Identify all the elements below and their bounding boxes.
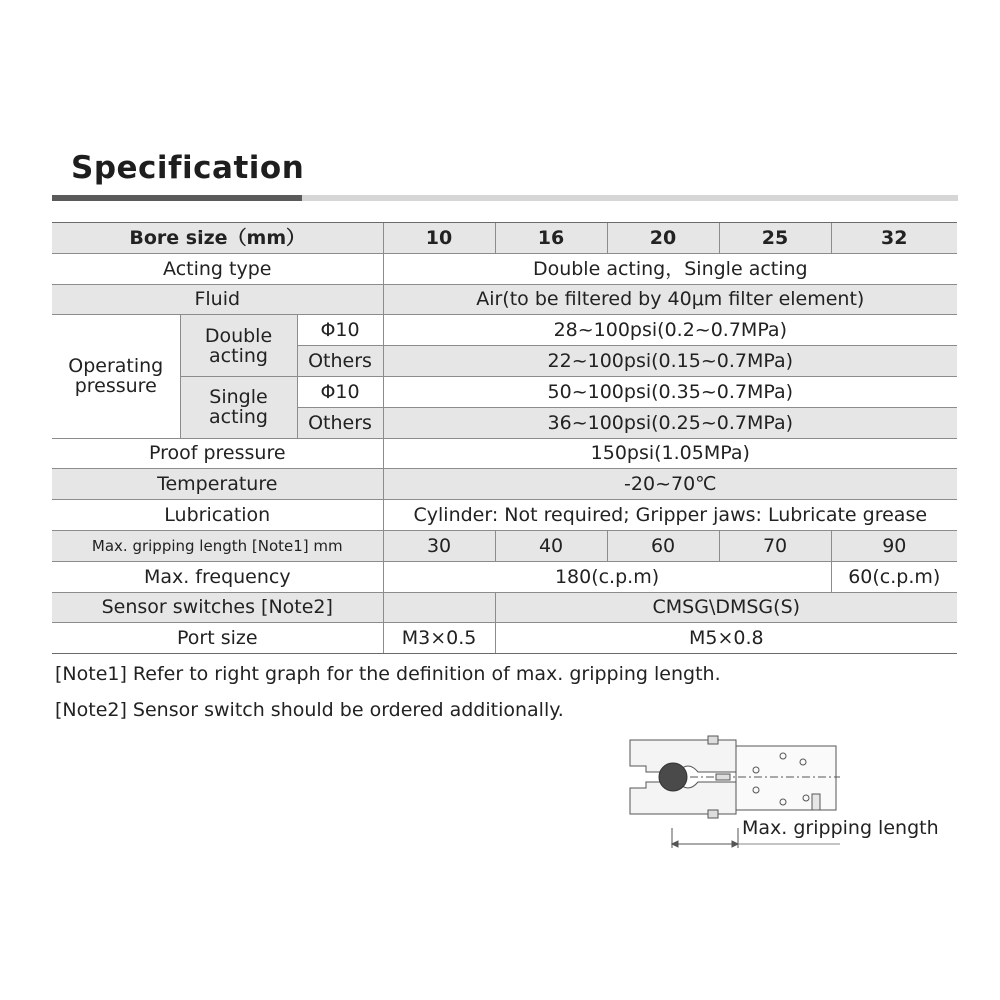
double-others-label: Others — [297, 346, 383, 377]
single-acting-line1: Single — [209, 386, 268, 409]
single-acting-label — [180, 376, 297, 438]
lubrication-label: Lubrication — [52, 500, 383, 531]
max-gripping-length-row — [52, 530, 957, 561]
bore-10: 10 — [383, 223, 495, 254]
lubrication-value: Cylinder: Not required; Gripper jaws: Lubricate grease — [383, 500, 957, 531]
bore-size-label: Bore size（mm） — [52, 223, 383, 254]
specification-table — [52, 222, 957, 654]
sensor-switches-value: CMSG\DMSG(S) — [495, 592, 957, 623]
double-acting-line2: acting — [209, 344, 268, 367]
op-single-phi10-row — [52, 376, 957, 407]
grip-32: 90 — [831, 530, 957, 561]
temperature-row — [52, 469, 957, 500]
single-others-value: 36~100psi(0.25~0.7MPa) — [383, 407, 957, 438]
max-gripping-length-label: Max. gripping length [Note1] mm — [52, 530, 383, 561]
single-phi10-value: 50~100psi(0.35~0.7MPa) — [383, 376, 957, 407]
bore-16: 16 — [495, 223, 607, 254]
double-others-value: 22~100psi(0.15~0.7MPa) — [383, 346, 957, 377]
page-title: Specification — [71, 150, 305, 186]
bore-25: 25 — [719, 223, 831, 254]
header-row — [52, 223, 957, 254]
single-phi10-label: Φ10 — [297, 376, 383, 407]
acting-type-row — [52, 253, 957, 284]
op-double-phi10-row — [52, 315, 957, 346]
max-frequency-32: 60(c.p.m) — [831, 561, 957, 592]
grip-10: 30 — [383, 530, 495, 561]
max-frequency-label: Max. frequency — [52, 561, 383, 592]
port-size-value: M5×0.8 — [495, 623, 957, 654]
acting-type-value: Double acting，Single acting — [383, 253, 957, 284]
double-acting-line1: Double — [204, 324, 273, 347]
title-underline-light — [302, 195, 958, 201]
operating-pressure-line2: pressure — [74, 375, 157, 398]
fluid-value: Air(to be filtered by 40μm filter element) — [383, 284, 957, 315]
temperature-label: Temperature — [52, 469, 383, 500]
operating-pressure-label — [52, 315, 180, 438]
sensor-switches-10 — [383, 592, 495, 623]
fluid-row — [52, 284, 957, 315]
double-phi10-value: 28~100psi(0.2~0.7MPa) — [383, 315, 957, 346]
proof-pressure-row — [52, 438, 957, 469]
sensor-switches-row — [52, 592, 957, 623]
temperature-value: -20~70℃ — [383, 469, 957, 500]
proof-pressure-label: Proof pressure — [52, 438, 383, 469]
max-frequency-value: 180(c.p.m) — [383, 561, 831, 592]
note-1: [Note1] Refer to right graph for the definition of max. gripping length. — [55, 663, 721, 685]
bore-32: 32 — [831, 223, 957, 254]
port-size-row — [52, 623, 957, 654]
grip-25: 70 — [719, 530, 831, 561]
port-size-label: Port size — [52, 623, 383, 654]
title-underline-dark — [52, 195, 302, 201]
max-frequency-row — [52, 561, 957, 592]
grip-16: 40 — [495, 530, 607, 561]
proof-pressure-value: 150psi(1.05MPa) — [383, 438, 957, 469]
double-acting-label — [180, 315, 297, 377]
port-size-10: M3×0.5 — [383, 623, 495, 654]
note-2: [Note2] Sensor switch should be ordered additionally. — [55, 699, 564, 721]
fluid-label: Fluid — [52, 284, 383, 315]
diagram-label: Max. gripping length — [742, 817, 939, 839]
single-others-label: Others — [297, 407, 383, 438]
grip-20: 60 — [607, 530, 719, 561]
operating-pressure-line1: Operating — [68, 355, 164, 378]
bore-20: 20 — [607, 223, 719, 254]
lubrication-row — [52, 500, 957, 531]
double-phi10-label: Φ10 — [297, 315, 383, 346]
single-acting-line2: acting — [209, 406, 268, 429]
sensor-switches-label: Sensor switches [Note2] — [52, 592, 383, 623]
acting-type-label: Acting type — [52, 253, 383, 284]
